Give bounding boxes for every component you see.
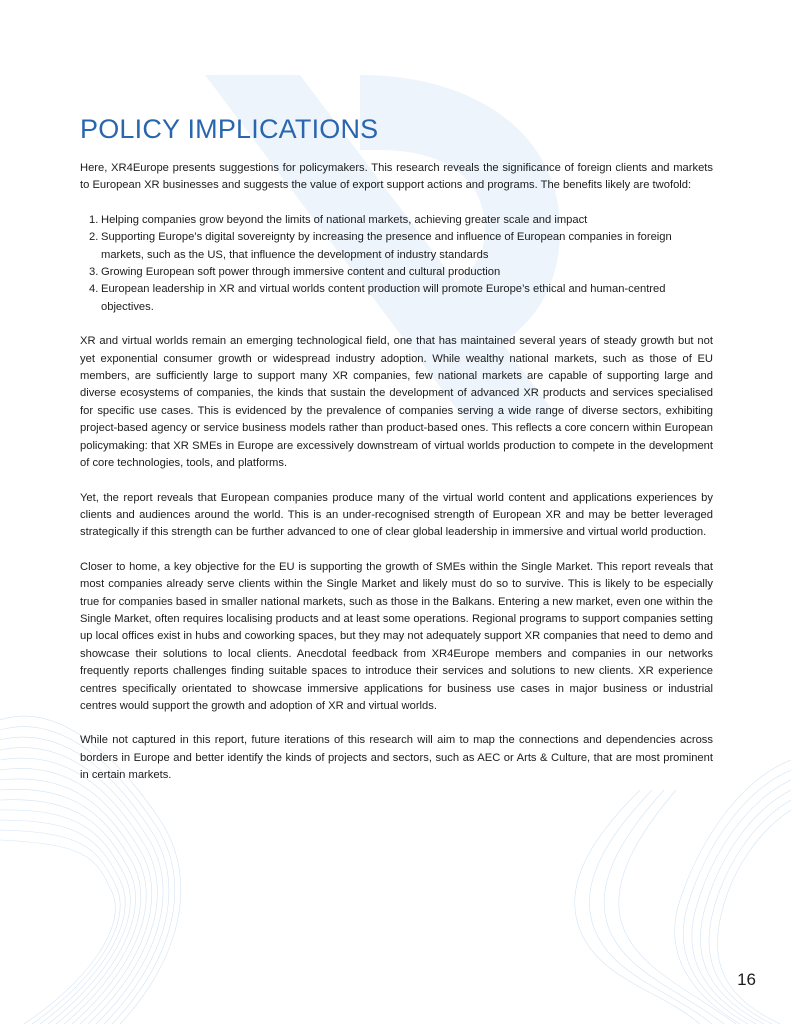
body-paragraph: XR and virtual worlds remain an emerging technological field, one that has maintained several years of steady growth but not yet exponential consumer growth or widespread industry adoption. While wealthy national markets, such as those of EU members, are sufficiently large to support many XR companies, few national markets are capable of supporting large and diverse ecosystems of companies, the kinds that sustain the development of advanced XR products and services specialised for specific use cases. This is evidenced by the prevalence of companies serving a wide range of diverse sectors, exhibiting project-based agency or service business models rather than product-based ones. This reflects a core concern within European policymaking: that XR SMEs in Europe are excessively downstream of virtual worlds production to compete in the development of core technologies, tools, and platforms. — [80, 335, 713, 470]
body-paragraph: Closer to home, a key objective for the EU is supporting the growth of SMEs within the Single Market. This report reveals that most companies already serve clients within the Single Market and likely must do so to survive. This is likely to be especially true for companies based in smaller national markets, such as those in the Balkans. Entering a new market, even one within the Single Market, often requires localising products and at least some operations. Regional programs to support companies setting up local offices exist in hubs and coworking spaces, but they may not adequately support XR companies that need to demo and showcase their solutions to local clients. Anecdotal feedback from XR4Europe members and companies in our networks frequently reports challenges finding suitable spaces to introduce their services and solutions to new clients. XR experience centres specifically orientated to showcase immersive applications for business use cases in major business or industrial centres would support the growth and adoption of XR and virtual worlds. — [80, 560, 713, 712]
page-content — [80, 112, 713, 785]
list-item: 4. European leadership in XR and virtual worlds content production will promote Europe’s ethical and human-centred objectives. — [89, 283, 666, 313]
body-paragraph: Yet, the report reveals that European companies produce many of the virtual world content and applications experiences by clients and audiences around the world. This is an under-recognised strength of European XR and may be better leveraged strategically if this strength can be further advanced to one of clear global leadership in immersive and virtual world production. — [80, 491, 713, 539]
right-wave-lines — [575, 760, 791, 1024]
page-number: 16 — [737, 970, 756, 989]
body-paragraph: While not captured in this report, future iterations of this research will aim to map the connections and dependencies across borders in Europe and better identify the kinds of projects and sectors, such as AEC or Arts & Culture, that are most prominent in certain markets. — [80, 734, 713, 782]
benefits-list — [80, 212, 713, 316]
list-item: 3. Growing European soft power through immersive content and cultural production — [89, 266, 501, 279]
list-item: 1. Helping companies grow beyond the limits of national markets, achieving greater scale and impact — [89, 213, 588, 226]
page-title: POLICY IMPLICATIONS — [80, 114, 379, 144]
intro-paragraph: Here, XR4Europe presents suggestions for policymakers. This research reveals the significance of foreign clients and markets to European XR businesses and suggests the value of export support actions and programs. The benefits likely are twofold: — [80, 162, 713, 192]
list-item: 2. Supporting Europe’s digital sovereignty by increasing the presence and influence of European companies in foreign markets, such as the US, that influence the development of industry standards — [89, 231, 672, 261]
